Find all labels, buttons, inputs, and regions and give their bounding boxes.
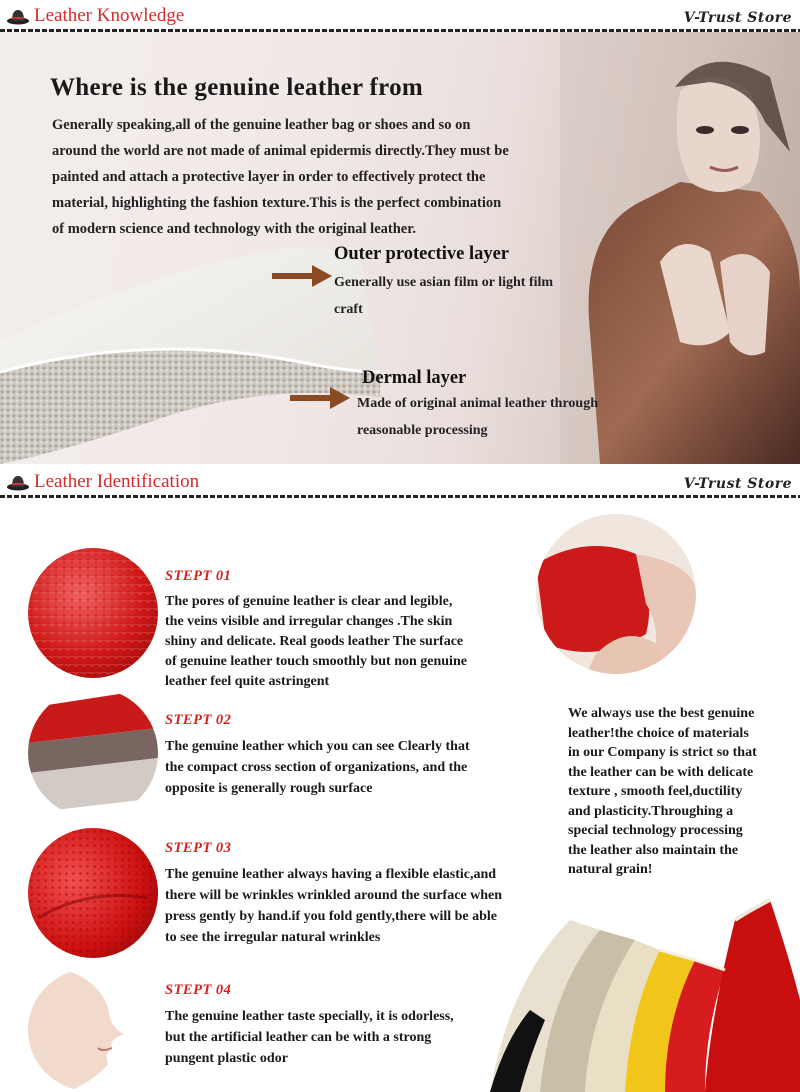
text-line: the leather also maintain the xyxy=(568,842,739,858)
body-line: Generally speaking,all of the genuine leather bag or shoes and so on xyxy=(52,117,471,133)
step2-label: STEPT 02 xyxy=(165,712,232,728)
step2-photo xyxy=(28,688,158,818)
section-header-knowledge xyxy=(0,0,800,36)
text-line: opposite is generally rough surface xyxy=(165,781,373,796)
store-name: V-Trust Store xyxy=(683,476,792,492)
divider xyxy=(0,495,800,498)
text-line: leather feel quite astringent xyxy=(165,674,330,689)
step1-text xyxy=(165,592,467,692)
step4-label: STEPT 04 xyxy=(165,982,232,998)
text-line: leather!the choice of materials xyxy=(568,725,749,741)
text-line: The genuine leather which you can see Clearly that xyxy=(165,739,470,754)
outer-layer-title: Outer protective layer xyxy=(334,244,510,264)
desc-line: Made of original animal leather through xyxy=(357,396,598,411)
quality-statement xyxy=(568,704,790,880)
step2-text xyxy=(165,736,470,799)
section-header-identification xyxy=(0,466,800,502)
section-title: Leather Identification xyxy=(34,471,200,492)
text-line: the veins visible and irregular changes .The skin xyxy=(165,614,453,629)
desc-line: reasonable processing xyxy=(357,423,488,438)
text-line: to see the irregular natural wrinkles xyxy=(165,930,381,945)
text-line: special technology processing xyxy=(568,823,743,838)
leather-swatches-illustration xyxy=(450,880,800,1092)
step4-photo xyxy=(28,968,158,1092)
text-line: pungent plastic odor xyxy=(165,1051,288,1066)
text-line: press gently by hand.if you fold gently,there will be able xyxy=(165,909,498,924)
text-line: shiny and delicate. Real goods leather The surface xyxy=(165,634,464,649)
text-line: there will be wrinkles wrinkled around the surface when xyxy=(165,888,503,903)
text-line: The genuine leather taste specially, it is odorless, xyxy=(165,1009,454,1024)
desc-line: Generally use asian film or light film xyxy=(334,275,554,290)
text-line: of genuine leather touch smoothly but non genuine xyxy=(165,654,467,669)
hat-icon xyxy=(6,472,30,492)
outer-layer-desc xyxy=(334,269,553,323)
dermal-layer-title: Dermal layer xyxy=(362,368,467,388)
step1-photo xyxy=(28,548,158,678)
step1-label: STEPT 01 xyxy=(165,568,232,584)
leather-knowledge-panel xyxy=(0,32,800,464)
text-line: but the artificial leather can be with a strong xyxy=(165,1030,432,1045)
body-line: of modern science and technology with the original leather. xyxy=(52,221,416,237)
step4-text xyxy=(165,1006,454,1069)
body-line: material, highlighting the fashion texture.This is the perfect combination xyxy=(52,195,502,211)
text-line: texture , smooth feel,ductility xyxy=(568,784,743,799)
dermal-layer-desc xyxy=(357,390,598,444)
store-name: V-Trust Store xyxy=(683,10,792,26)
body-line: painted and attach a protective layer in order to effectively protect the xyxy=(52,169,486,185)
text-line: natural grain! xyxy=(568,862,653,877)
hat-icon xyxy=(6,6,30,26)
desc-line: craft xyxy=(334,302,363,317)
step3-photo xyxy=(28,828,158,958)
text-line: The pores of genuine leather is clear and legible, xyxy=(165,594,453,609)
section-title: Leather Knowledge xyxy=(34,5,185,26)
step3-label: STEPT 03 xyxy=(165,840,232,856)
arrow-right-icon xyxy=(272,265,332,287)
knowledge-body xyxy=(52,112,572,242)
arrow-right-icon xyxy=(290,387,350,409)
body-line: around the world are not made of animal epidermis directly.They must be xyxy=(52,143,509,159)
text-line: and plasticity.Throughing a xyxy=(568,803,734,819)
knowledge-title: Where is the genuine leather from xyxy=(50,74,424,101)
suede-photo xyxy=(536,514,696,674)
text-line: the compact cross section of organizations, and the xyxy=(165,760,468,775)
text-line: the leather can be with delicate xyxy=(568,764,754,780)
text-line: in our Company is strict so that xyxy=(568,745,757,760)
text-line: The genuine leather always having a flexible elastic,and xyxy=(165,867,497,882)
text-line: We always use the best genuine xyxy=(568,706,755,721)
